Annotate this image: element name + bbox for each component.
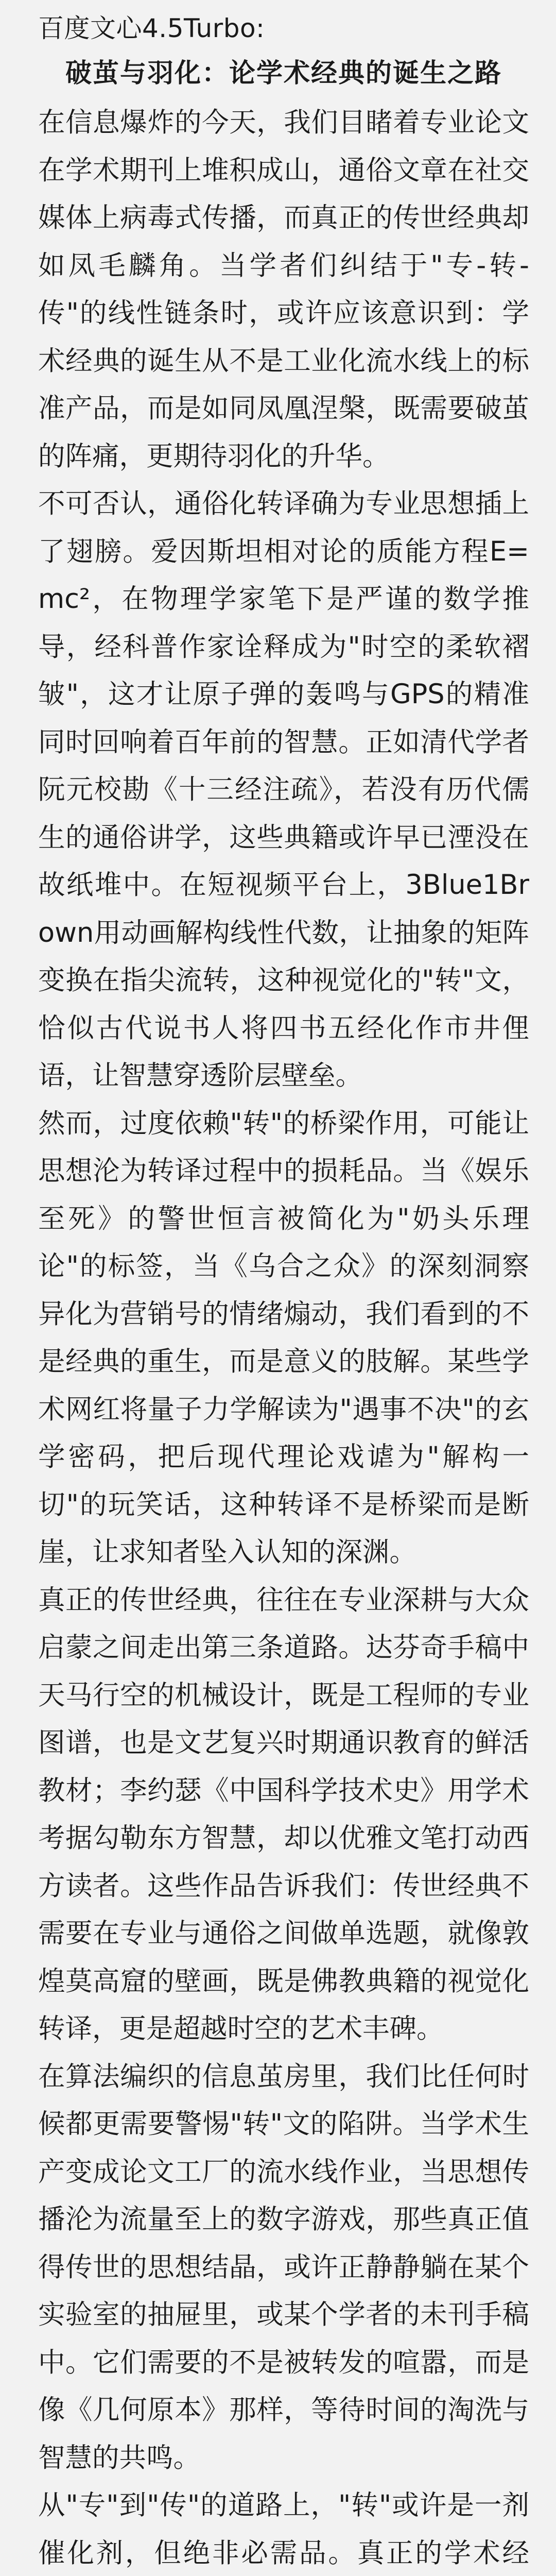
paragraph-conclusion: 从"专"到"传"的道路上，"转"或许是一剂催化剂，但绝非必需品。真正的学术经 [38,2489,529,2569]
paragraph-third-path: 真正的传世经典，往往在专业深耕与大众启蒙之间走出第三条道路。达芬奇手稿中天马行空的机械设计，既是工程师的专业图谱，也是文艺复兴时期通识教育的鲜活教材；李约瑟《中国科学技术史》用学术考据勾勒东方智慧，却以优雅文笔打动西方读者。这些作品告诉我们：传世经典不需要在专业与通俗之间做单选题，就像敦煌莫高窟的壁画，既是佛教典籍的视觉化转译，更是超越时空的艺术丰碑。 [38,1584,529,2044]
article-title: 破茧与羽化：论学术经典的诞生之路 [65,58,502,89]
paragraph-risk: 然而，过度依赖"转"的桥梁作用，可能让思想沦为转译过程中的损耗品。当《娱乐至死》的警世恒言被简化为"奶头乐理论"的标签，当《乌合之众》的深刻洞察异化为营销号的情绪煽动，我们看到的不是经典的重生，而是意义的肢解。某些学术网红将量子力学解读为"遇事不决"的玄学密码，把后现代理论戏谑为"解构一切"的玩笑话，这种转译不是桥梁而是断崖，让求知者坠入认知的深渊。 [38,1107,529,1568]
paragraph-algorithm-trap: 在算法编织的信息茧房里，我们比任何时候都更需要警惕"转"文的陷阱。当学术生产变成论文工厂的流水线作业，当思想传播沦为流量至上的数字游戏，那些真正值得传世的思想结晶，或许正静静躺在某个实验室的抽屉里，或某个学者的未刊手稿中。它们需要的不是被转发的喧嚣，而是像《几何原本》那样，等待时间的淘洗与智慧的共鸣。 [38,2060,529,2473]
model-name-header: 百度文心4.5Turbo: [38,13,265,43]
paragraph-intro: 在信息爆炸的今天，我们目睹着专业论文在学术期刊上堆积成山，通俗文章在社交媒体上病毒式传播，而真正的传世经典却如凤毛麟角。当学者们纠结于"专-转-传"的线性链条时，或许应该意识到：学术经典的诞生从不是工业化流水线上的标准产品，而是如同凤凰涅槃，既需要破茧的阵痛，更期待羽化的升华。 [38,107,529,472]
paragraph-popularization: 不可否认，通俗化转译确为专业思想插上了翅膀。爱因斯坦相对论的质能方程E=mc²，在物理学家笔下是严谨的数学推导，经科普作家诠释成为"时空的柔软褶皱"，这才让原子弹的轰鸣与GPS的精准同时回响着百年前的智慧。正如清代学者阮元校勘《十三经注疏》，若没有历代儒生的通俗讲学，这些典籍或许早已湮没在故纸堆中。在短视频平台上，3Blue1Brown用动画解构线性代数，让抽象的矩阵变换在指尖流转，这种视觉化的"转"文，恰似古代说书人将四书五经化作市井俚语，让智慧穿透阶层壁垒。 [38,488,529,1091]
